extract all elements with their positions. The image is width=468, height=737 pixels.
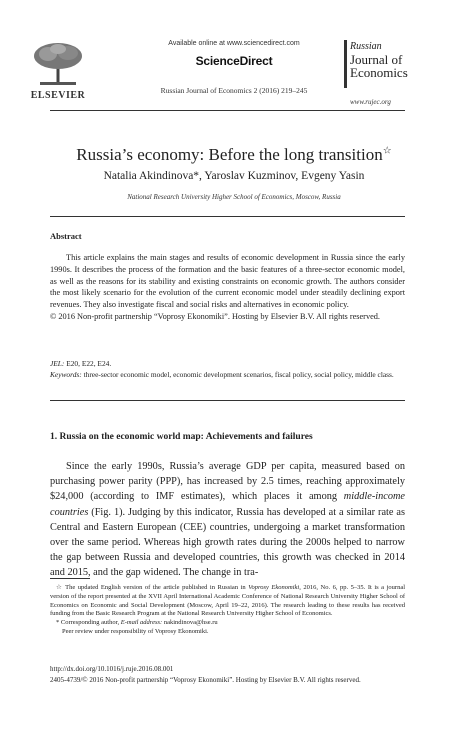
issn-copyright: 2405-4739/© 2016 Non-profit partnership “Voprosy Ekonomiki”. Hosting by Elsevier B.V. All rights reserved.	[50, 676, 361, 684]
journal-url: www.rujec.org	[350, 98, 391, 106]
article-title	[0, 145, 468, 165]
journal-logo-line3: Economics	[350, 65, 408, 80]
section-paragraph	[50, 459, 405, 581]
keywords-text: three-sector economic model, economic development scenarios, fiscal policy, social policy, middle class.	[81, 370, 394, 379]
title-footnote-mark: ☆	[382, 145, 392, 157]
keywords-label: Keywords:	[50, 370, 82, 379]
abstract-top-rule	[50, 216, 405, 217]
footnote-star-text-b: , 2016, No. 6, pp. 5–35. It is a journal version of the report presented at the XVII April International Academic Conference of National Research University Higher School of Economics on Economic and Social Development (Moscow, April 19–22, 2016). The research leading to these results has received funding from the Basic Research Program at the National Research University Higher School of Economics.	[50, 584, 406, 618]
abstract-paragraph: This article explains the main stages and results of economic development in Russia since the early 1990s. It describes the process of the formation and the basic features of a three-sector economic model, as well as the reasons for its stability and existing constraints on economic growth. The authors consider the most likely scenario for the evolution of the current economic model under steadily declining export revenues. They also investigate fiscal and social risks and alternatives in economic policy.	[50, 253, 405, 310]
corr-author-text: * Corresponding author,	[56, 619, 121, 627]
journal-logo-line2: Journal of	[350, 52, 403, 67]
abstract-copyright: © 2016 Non-profit partnership “Voprosy Ekonomiki”. Hosting by Elsevier B.V. All rights reserved.	[50, 311, 380, 321]
paragraph-italic-term: middle-income countries	[50, 491, 405, 518]
abstract-bottom-rule	[50, 400, 405, 401]
journal-logo-small: Russian	[350, 41, 382, 52]
sciencedirect-logo-text: ScienceDirect	[195, 54, 273, 68]
paragraph-part2: (Fig. 1). Judging by this indicator, Russia has developed at a similar rate as Central and Eastern European (CEE) countries, undergoing a market transformation over the same period. Whereas high growth rates during the 2000s helped to narrow the gap between Russia and developed countries, this growth was checked in 2014 and 2015, and the gap widened. The change in tra-	[50, 506, 405, 579]
footer-block	[50, 664, 361, 686]
footnote-star-journal: Voprosy Ekonomiki	[248, 584, 300, 591]
section-heading: 1. Russia on the economic world map: Achievements and failures	[50, 432, 313, 442]
abstract-heading: Abstract	[50, 231, 82, 241]
header-rule	[50, 110, 405, 111]
footnote-corresponding	[50, 619, 405, 628]
footnote-rule	[50, 578, 90, 579]
footnote-star	[50, 584, 405, 619]
keywords-block	[50, 358, 405, 380]
available-online-text: Available online at www.sciencedirect.com	[168, 40, 300, 47]
corr-email-label: E-mail address:	[120, 619, 163, 627]
jel-label: JEL:	[50, 359, 65, 368]
journal-citation: Russian Journal of Economics 2 (2016) 219–245	[160, 86, 308, 95]
article-title-text: Russia’s economy: Before the long transition	[76, 145, 383, 164]
publisher-logo-text: ELSEVIER	[30, 90, 86, 101]
peer-review-note: Peer review under responsibility of Voprosy Ekonomiki.	[62, 627, 209, 635]
footnotes	[50, 584, 405, 637]
article-authors: Natalia Akindinova*, Yaroslav Kuzminov, Evgeny Yasin	[103, 170, 365, 182]
paragraph-part1: Since the early 1990s, Russia’s average GDP per capita, measured based on purchasing power parity (PPP), has increased by 2.5 times, reaching approximately $24,000 (according to IMF estimates), which places it among	[50, 461, 405, 503]
jel-codes: E20, E22, E24.	[64, 359, 112, 368]
abstract-body	[50, 252, 405, 323]
author-affiliation: National Research University Higher School of Economics, Moscow, Russia	[127, 193, 341, 201]
corr-email: nakindinova@hse.ru	[162, 619, 218, 627]
journal-logo	[350, 40, 408, 79]
journal-logo-bar	[344, 40, 347, 88]
doi-link[interactable]: http://dx.doi.org/10.1016/j.ruje.2016.08.001	[50, 665, 174, 673]
footnote-star-text-a: ☆ The updated English version of the article published in Russian in	[56, 584, 249, 591]
